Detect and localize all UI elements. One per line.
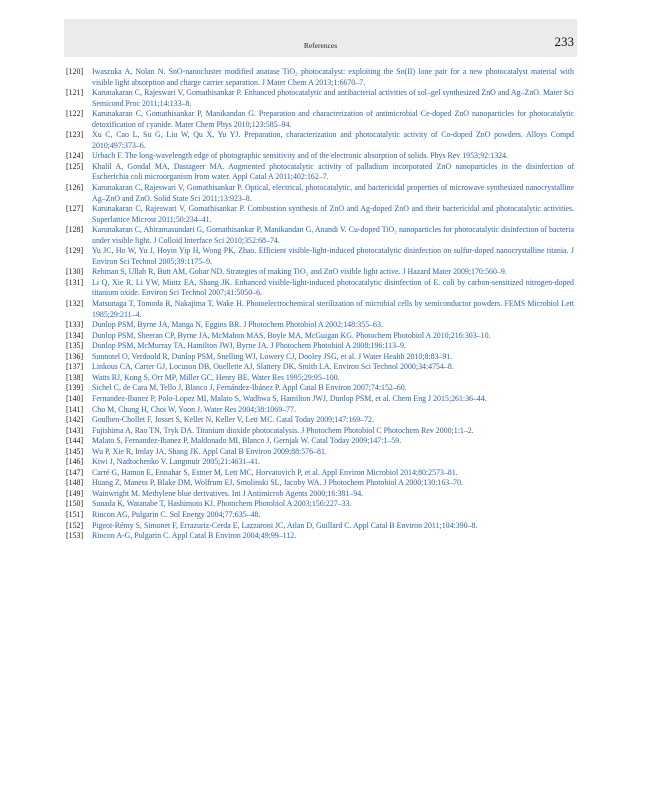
reference-link[interactable]: Wu P, Xie R, Imlay JA, Shang JK. Appl Catal B Environ 2009;88:576–81. [92, 446, 327, 456]
reference-link[interactable]: Karunakaran C, Rajeswari V, Gomathisankar P. Enhanced photocatalytic and antibacterial activities of sol–gel synthesized ZnO and Ag–ZnO. Mater Sci Semicond Proc 2011;14:133–8. [92, 88, 574, 108]
reference-number: [126] [66, 183, 84, 193]
reference-number: [149] [66, 488, 84, 498]
reference-number: [151] [66, 509, 84, 519]
reference-link[interactable]: Dunlop PSM, McMurray TA, Hamilton JWJ, Byrne JA. J Photochem Photobiol A 2008;196:113–9. [92, 341, 406, 351]
reference-link[interactable]: Li Q, Xie R, Li YW, Mintz EA, Shang JK. Enhanced visible-light-induced photocatalytic disinfection of E. coli by carbon-sensitized nitrogen-doped titanium oxide. Environ Sci Technol 2007;41:5050–6. [92, 277, 574, 298]
reference-item [66, 204, 574, 225]
reference-link[interactable]: Rincon A-G, Pulgarin C. Appl Catal B Environ 2004;49:99–112. [92, 531, 297, 541]
reference-number: [122] [66, 109, 84, 119]
reference-item [66, 468, 574, 479]
reference-link[interactable]: Yu JC, Ho W, Yu J, Hoyin Yip H, Wong PK, Zhao. Efficient visible-light-induced photocatalytic disinfection on sulfur-doped nanocrystalline titania. J Environ Sci Technol 2005;39:1175–9. [92, 246, 574, 266]
reference-item [66, 426, 574, 437]
reference-item [66, 331, 574, 342]
reference-number: [150] [66, 499, 84, 509]
reference-link[interactable]: Cho M, Chung H, Choi W, Yoon J. Water Res 2004;38:1069–77. [92, 404, 296, 414]
reference-number: [144] [66, 436, 84, 446]
reference-number: [145] [66, 446, 84, 456]
reference-link[interactable]: Wainwright M. Methylene blue derivatives. Int J Antimicrob Agents 2000;16:381–94. [92, 488, 364, 498]
reference-item [66, 405, 574, 416]
reference-number: [135] [66, 341, 84, 351]
reference-link[interactable]: Dunlop PSM, Byrne JA, Manga N, Eggins BR. J Photochem Photobiol A 2002;148:355–63. [92, 320, 383, 330]
reference-number: [123] [66, 130, 84, 140]
reference-item [66, 299, 574, 320]
page-number: 233 [554, 34, 574, 49]
reference-link[interactable]: Dunlop PSM, Sheeran CP, Byrne JA, McMahon MAS, Boyle MA, McGuigan KG. Photochem Photobiol A 2010;216:303–10. [92, 330, 491, 340]
reference-link[interactable]: Khalil A, Gondal MA, Dastageer MA. Augmented photocatalytic activity of palladium incorporated ZnO nanoparticles in the disinfection of Escherichia coli microorganism from water. Appl Catal A 2011;402:162–7. [92, 161, 574, 182]
reference-link[interactable]: Xu C, Cao L, Su G, Liu W, Qu X, Yu YJ. Preparation, characterization and photocatalytic activity of Co-doped ZnO powders. Alloys Compd 2010;497:373–6. [92, 130, 574, 150]
reference-number: [140] [66, 393, 84, 403]
reference-link[interactable]: Watts RJ, Kong S, Orr MP, Miller GC, Henry BE. Water Res 1995;29:95–100. [92, 372, 340, 382]
reference-number: [124] [66, 151, 84, 161]
reference-item [66, 225, 574, 246]
reference-link[interactable]: Karunakaran C, Abiramasundari G, Gomathisankar P, Manikandan G, Anandi V. Cu-doped TiO₂ nanoparticles for photocatalytic disinfection of bacteria under visible light. J Colloid Interface Sci 2010;352:68–74. [92, 225, 574, 245]
reference-item [66, 109, 574, 130]
reference-number: [138] [66, 372, 84, 382]
reference-link[interactable]: Linkous CA, Carter GJ, Locuson DB, Ouellette AJ, Slattery DK, Smith LA. Environ Sci Technol 2000;34:4754–8. [92, 362, 454, 372]
reference-item [66, 510, 574, 521]
reference-item [66, 447, 574, 458]
reference-link[interactable]: Sunada K, Watanabe T, Hashimoto KJ. Photochem Photobiol A 2003;156:227–33. [92, 499, 352, 509]
reference-item [66, 246, 574, 267]
reference-link[interactable]: Carré G, Hamon E, Ennahar S, Estner M, Lett MC, Horvatovich P, et al. Appl Environ Microbiol 2014;80:2573–81. [92, 467, 458, 477]
reference-item [66, 267, 574, 278]
reference-link[interactable]: Karunakaran C, Rajeswari V, Gomathisankar P. Optical, electrical, photocatalytic, and bactericidal properties of microwave synthesized nanocrystalline Ag–ZnO and ZnO. Solid State Sci 2011;13:923–8. [92, 183, 574, 203]
reference-item [66, 478, 574, 489]
reference-link[interactable]: Rincon AG, Pulgarin C. Sol Energy 2004;77:635–48. [92, 509, 261, 519]
reference-item [66, 489, 574, 500]
reference-item [66, 151, 574, 162]
reference-number: [152] [66, 520, 84, 530]
reference-number: [130] [66, 267, 84, 277]
reference-number: [153] [66, 531, 84, 541]
reference-link[interactable]: Iwaszuka A, Nolan N. SnO-nanocluster modified anatase TiO₂ photocatalyst: exploiting the Sn(II) lone pair for a new photocatalyst material with visible light absorption and charge carrier separation. J Mater Chem A 2013;1:6670–7. [92, 67, 574, 87]
reference-link[interactable]: Sunnotel O, Verdoold R, Dunlop PSM, Snelling WJ, Lowery CJ, Dooley JSG, et al. J Water Health 2010;8:83–91. [92, 351, 453, 361]
reference-item [66, 352, 574, 363]
reference-item [66, 373, 574, 384]
reference-link[interactable]: Huang Z, Maness P, Blake DM, Wolfrum EJ, Smolinski SL, Jacoby WA. J Photochem Photobiol A 2000;130:163–70. [92, 478, 464, 488]
reference-number: [143] [66, 425, 84, 435]
reference-item [66, 341, 574, 352]
reference-number: [147] [66, 467, 84, 477]
reference-link[interactable]: Karunakaran C, Gomathisankar P, Manikandan G. Preparation and characterization of antimicrobial Ce-doped ZnO nanoparticles for photocatalytic detoxification of cyanide. Mater Chem Phys 2010;123:585–94. [92, 109, 574, 129]
reference-item [66, 436, 574, 447]
reference-item [66, 415, 574, 426]
reference-number: [134] [66, 330, 84, 340]
reference-link[interactable]: Matsunaga T, Tomoda R, Nakajima T, Wake H. Photoelectrochemical sterilization of microbial cells by semiconductor powders. FEMS Microbiol Lett 1985;29:211–4. [92, 299, 574, 319]
reference-item [66, 88, 574, 109]
reference-item [66, 531, 574, 542]
reference-number: [128] [66, 225, 84, 235]
reference-link[interactable]: Sichel C, de Cara M, Tello J, Blanco J, Fernández-Ibánez P. Appl Catal B Environ 2007;74:152–60. [92, 383, 407, 393]
reference-number: [148] [66, 478, 84, 488]
reference-link[interactable]: Goulhen-Chollet F, Josset S, Keller N, Keller V, Lett MC. Catal Today 2009;147:169–72. [92, 415, 374, 425]
reference-number: [146] [66, 457, 84, 467]
reference-number: [131] [66, 277, 84, 287]
reference-item [66, 130, 574, 151]
reference-number: [129] [66, 246, 84, 256]
reference-number: [141] [66, 404, 84, 414]
reference-link[interactable]: Karunakaran C, Rajeswari V, Gomathisankar P. Combustion synthesis of ZnO and Ag-doped ZnO and their bactericidal and photocatalytic activities. Superlattice Microst 2011;50:234–41. [92, 204, 574, 224]
reference-number: [121] [66, 88, 84, 98]
reference-link[interactable]: Kiwi J, Nadtochenko V. Langmuir 2005;21:4631–41. [92, 457, 261, 467]
reference-link[interactable]: Fernandez-Ibanez P, Polo-Lopez MI, Malato S, Wadhwa S, Hamilton JWJ, Dunlop PSM, et al. Chem Eng J 2015;261:36–44. [92, 393, 487, 403]
reference-number: [136] [66, 351, 84, 361]
reference-number: [127] [66, 204, 84, 214]
reference-item [66, 499, 574, 510]
reference-number: [133] [66, 320, 84, 330]
reference-link[interactable]: Fujishima A, Rao TN, Tryk DA. Titanium dioxide photocatalysis. J Photochem Photobiol C Photochem Rev 2000;1:1–2. [92, 425, 474, 435]
reference-number: [137] [66, 362, 84, 372]
reference-item [66, 67, 574, 88]
reference-number: [125] [66, 161, 84, 171]
header-title: References [303, 41, 338, 50]
reference-item [66, 162, 574, 183]
reference-item [66, 183, 574, 204]
reference-item [66, 320, 574, 331]
reference-number: [120] [66, 67, 84, 76]
reference-item [66, 457, 574, 468]
reference-number: [132] [66, 299, 84, 309]
reference-link[interactable]: Pigeot-Rémy S, Simonet F, Errazuriz-Cerda E, Lazzaroni JC, Atlan D, Guillard C. Appl Catal B Environ 2011;104:390–8. [92, 520, 478, 530]
reference-link[interactable]: Urbach F. The long-wavelength edge of photographic sensitivity and of the electronic absorption of solids. Phys Rev 1953;92:1324. [92, 151, 509, 161]
reference-list [66, 67, 574, 542]
reference-item [66, 362, 574, 373]
reference-link[interactable]: Malato S, Fernandez-Ibanez P, Maldonado MI, Blanco J, Gernjak W. Catal Today 2009;147:1–59. [92, 436, 402, 446]
reference-link[interactable]: Rehman S, Ullah R, Butt AM, Gohar ND. Strategies of making TiO₂ and ZnO visible light active. J Hazard Mater 2009;170:560–9. [92, 267, 507, 277]
reference-number: [139] [66, 383, 84, 393]
running-header [64, 19, 577, 57]
reference-item [66, 394, 574, 405]
reference-number: [142] [66, 415, 84, 425]
reference-item [66, 278, 574, 299]
reference-item [66, 383, 574, 394]
reference-item [66, 521, 574, 532]
